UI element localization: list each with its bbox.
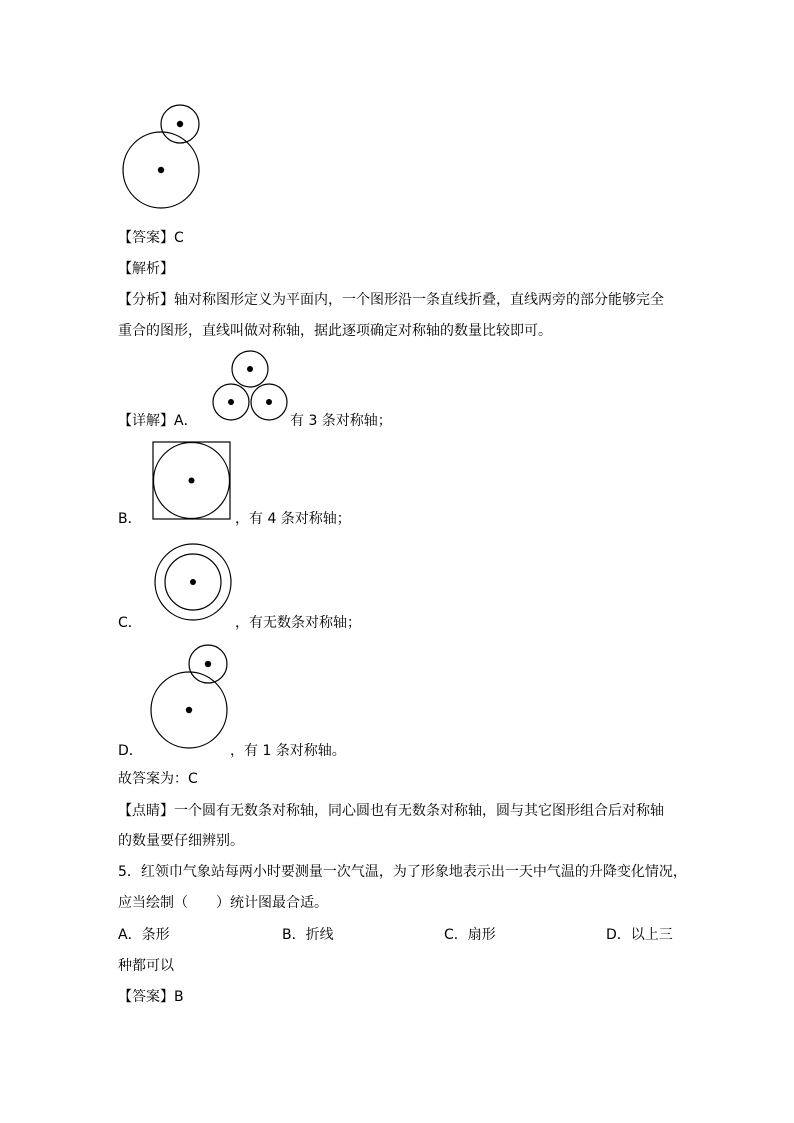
detail-d-prefix: D． <box>118 743 143 759</box>
top-small-center <box>177 121 183 127</box>
q5-option-c: C．扇形 <box>444 927 496 943</box>
q5-stem-line-2: 应当绘制（ ）统计图最合适。 <box>118 895 328 911</box>
detail-b-suffix: ，有 4 条对称轴； <box>235 511 351 527</box>
inscribed-center <box>189 478 195 484</box>
tip-line-1: 【点睛】一个圆有无数条对称轴，同心圆也有无数条对称轴，圆与其它图形组合后对称轴 <box>118 803 664 819</box>
detail-b-prefix: B． <box>118 511 142 527</box>
answer-label: 【答案】C <box>118 230 184 246</box>
tip-line-2: 的数量要仔细辨别。 <box>118 833 244 849</box>
analysis-line-1: 【分析】轴对称图形定义为平面内，一个图形沿一条直线折叠，直线两旁的部分能够完全 <box>118 292 664 308</box>
concentric-circles-figure <box>154 543 234 623</box>
analysis-line-2: 重合的图形，直线叫做对称轴，据此逐项确定对称轴的数量比较即可。 <box>118 323 552 339</box>
concentric-center <box>190 579 196 585</box>
circle-in-square-figure <box>152 441 232 521</box>
q5-option-a: A．条形 <box>118 927 170 943</box>
q5-option-b: B．折线 <box>282 927 334 943</box>
q5-answer: 【答案】B <box>118 989 184 1005</box>
detail-a-prefix: 【详解】A． <box>118 413 198 429</box>
detail-a-suffix: 有 3 条对称轴； <box>290 413 392 429</box>
q5-stem-line-1: 5．红领巾气象站每两小时要测量一次气温，为了形象地表示出一天中气温的升降变化情况， <box>118 864 687 880</box>
two-circles-figure <box>148 644 238 754</box>
circle-right-center <box>266 399 272 405</box>
detail-d-suffix: ，有 1 条对称轴。 <box>230 743 346 759</box>
circle-left-center <box>228 399 234 405</box>
three-circles-figure <box>210 348 290 424</box>
detail-c-suffix: ，有无数条对称轴； <box>235 615 361 631</box>
top-large-center <box>158 167 164 173</box>
analysis-heading: 【解析】 <box>118 261 174 277</box>
detail-c-prefix: C． <box>118 615 142 631</box>
large-circle-center <box>186 707 192 713</box>
q5-option-d-cont: 种都可以 <box>118 958 174 974</box>
conclusion: 故答案为：C <box>118 771 198 787</box>
top-circle-figure <box>118 100 208 212</box>
circle-top-center <box>247 366 253 372</box>
small-circle-center <box>205 661 211 667</box>
q5-option-d: D．以上三 <box>606 927 673 943</box>
